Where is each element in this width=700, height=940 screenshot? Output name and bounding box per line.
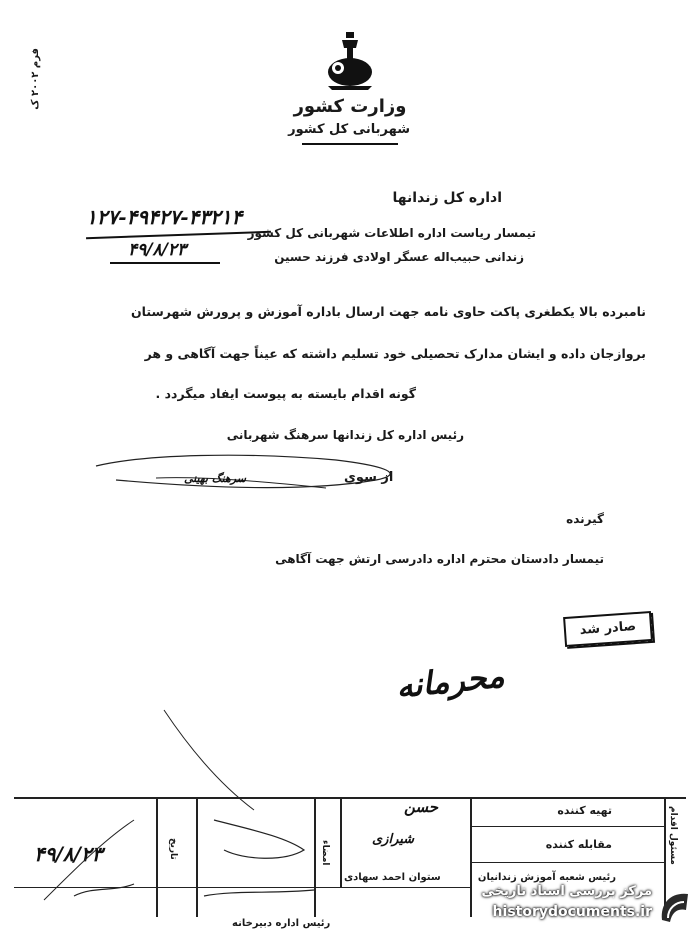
signature-from-label: از سوی [344,470,394,485]
footer-row-line [470,826,664,827]
reference-underline [86,231,271,239]
footer-scribbles [14,700,344,920]
footer-date-handwritten: ۴۹/۸/۲۳ [34,842,103,866]
watermark-org: مرکز بررسی اسناد تاریخی [481,884,652,899]
signatory-title: رئیس اداره کل زندانها سرهنگ شهربانی [226,428,464,442]
watermark-logo-icon [656,888,694,926]
footer-bottom-title: رئیس اداره دبیرخانه [232,918,331,929]
issued-stamp: صادر شد [563,611,653,647]
classification-confidential: محرمانه [394,656,507,706]
footer-preparer-label: تهیه کننده [557,804,612,817]
watermark [440,882,696,934]
reference-date: ۴۹/۸/۲۳ [128,240,187,260]
watermark-site: historydocuments.ir [492,904,652,920]
body-line-1: نامبرده بالا یکطغری پاکت حاوی نامه جهت ارسال باداره آموزش و پرورش شهرستان [131,304,646,319]
ministry-title: وزارت کشور [293,96,407,117]
recipient-attention: تیمسار ریاست اداره اطلاعات شهربانی کل کشور [247,226,536,240]
footer-checker-label: مقابله کننده [545,838,612,851]
body-line-2: بروازجان داده و ایشان مدارک تحصیلی خود تسلیم داشته که عیناً جهت آگاهی و هر [144,346,646,361]
footer-row-line [470,862,664,863]
copy-recipient: تیمسار دادستان محترم اداره دادرسی ارتش جهت آگاهی [275,552,604,566]
recipient-subject: زندانی حبیب‌اله عسگر اولادی فرزند حسین [274,250,524,264]
signature-name: سرهنگ بهینی [184,472,247,485]
footer-staff-name: ستوان احمد سهادی [344,872,441,883]
footer-middle-handwritten: شیرازی [372,832,415,847]
department-subtitle: شهربانی کل کشور [288,122,410,137]
footer-date-col-label: تاریخ [168,838,178,860]
date-underline [110,262,220,264]
footer-section-head-label: رئیس شعبه آموزش زندانیان [477,872,616,883]
body-line-3: گونه اقدام بایسته به پیوست ایفاد میگردد . [155,386,416,401]
footer-preparer-handwritten: حسن [404,798,439,816]
reference-number: ۱۲۷-۴۹۴۲۷-۴۳۲۱۴ [86,205,243,229]
footer-responsible-label: مسئول اقدام [668,806,678,865]
copy-label: گیرنده [566,512,604,526]
header-underline [302,143,398,145]
form-number: فرم ۲۰۰۲ ک [30,48,41,110]
lion-and-sun-emblem-icon [320,28,380,94]
footer-sign-col-label: امضاء [320,840,330,866]
recipient-office: اداره کل زندانها [392,190,502,206]
